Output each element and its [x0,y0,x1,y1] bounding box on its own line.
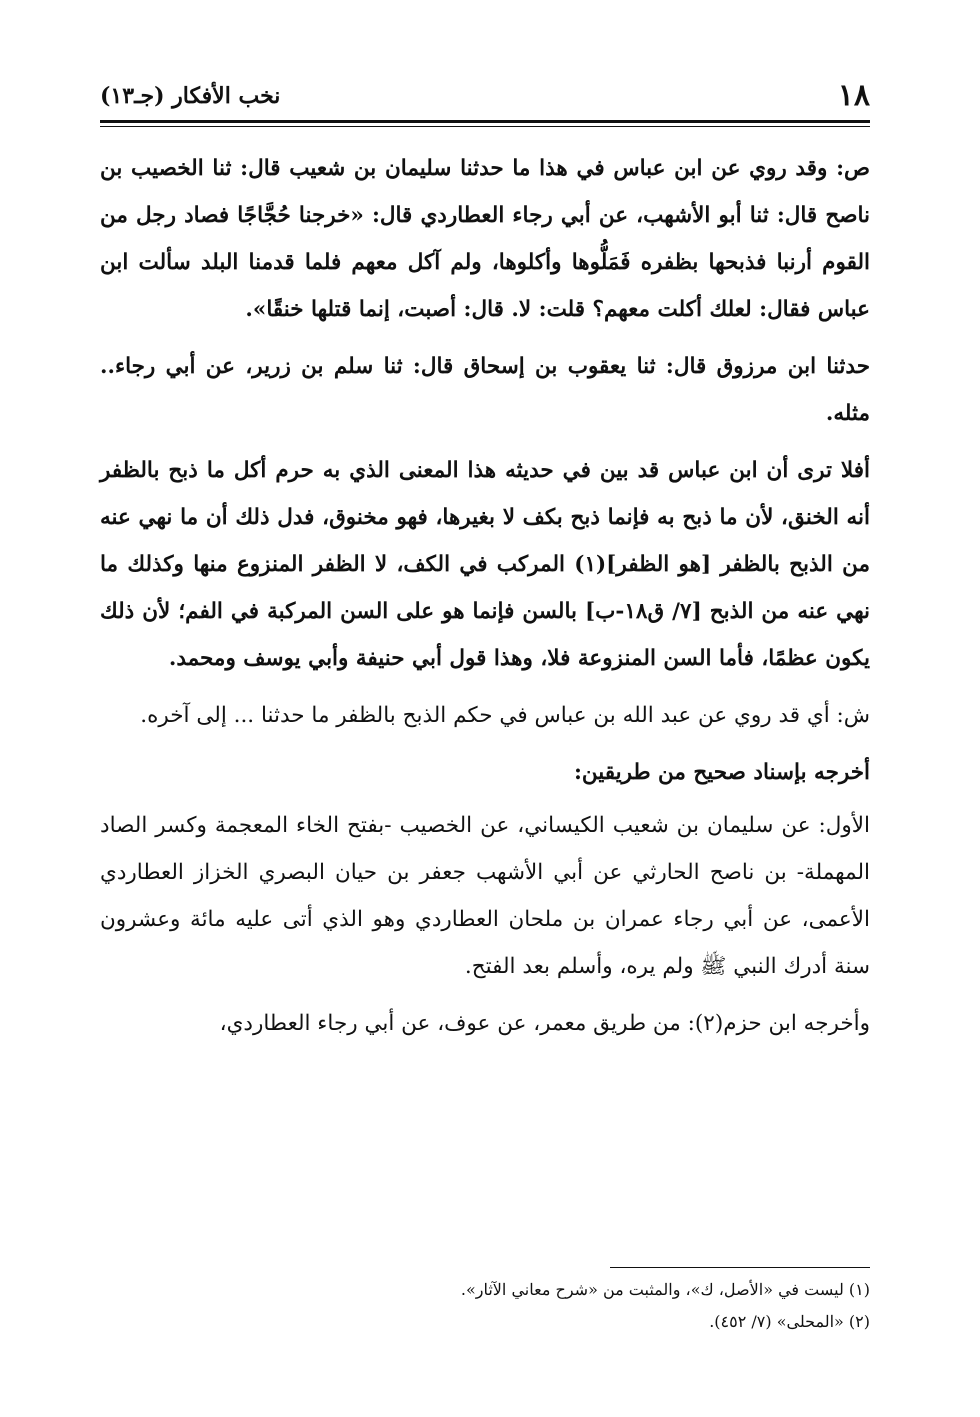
paragraph-shin: ش: أي قد روي عن عبد الله بن عباس في حكم الذبح بالظفر ما حدثنا ... إلى آخره. [140,703,870,728]
paragraph-sad: ص: وقد روي عن ابن عباس في هذا ما حدثنا سليمان بن شعيب قال: ثنا الخصيب بن ناصح قال: ثنا أبو الأشهب، عن أبي رجاء العطاردي قال: «خرجنا حُجَّاجًا فصاد رجل من القوم أرنبا فذبحها بظفره فَمَلُّوها وأكلوها، ولم آكل معهم فلما قدمنا البلد سألت ابن عباس فقال: لعلك أكلت معهم؟ قلت: لا. قال: أصبت، إنما قتلها خنقًا». [100,156,870,322]
document-page [100,78,870,1338]
paragraph-ibn-marzuq: حدثنا ابن مرزوق قال: ثنا يعقوب بن إسحاق قال: ثنا سلم بن زرير، عن أبي رجاء.. مثله. [100,354,870,426]
page-header [100,78,870,114]
body-text [100,145,870,1047]
running-title: نخب الأفكار (جـ١٣) [100,83,281,109]
paragraph-al-awwal: الأول: عن سليمان بن شعيب الكيساني، عن الخصيب -بفتح الخاء المعجمة وكسر الصاد المهملة- بن ناصح الحارثي عن أبي الأشهب جعفر بن حيان البصري الخزاز العطاردي الأعمى، عن أبي رجاء عمران بن ملحان العطاردي وهو الذي أتى عليه مائة وعشرون سنة أدرك النبي ﷺ ولم يره، وأسلم بعد الفتح. [100,813,870,979]
page-number: ١٨ [837,78,870,113]
footnote-1: (١) ليست في «الأصل، ك»، والمثبت من «شرح معاني الآثار». [460,1280,870,1299]
footnotes [100,1267,870,1338]
paragraph-akhrajahu: أخرجه بإسناد صحيح من طريقين: [573,760,870,785]
footnote-2: (٢) «المحلى» (٧/ ٤٥٢). [709,1312,870,1331]
paragraph-afala: أفلا ترى أن ابن عباس قد بين في حديثه هذا المعنى الذي به حرم أكل ما ذبح بالظفر أنه الخنق، لأن ما ذبح به فإنما ذبح بكف لا بغيرها، فهو مخنوق، فدل ذلك أن ما نهي عنه من الذبح بالظفر [هو الظفر](١) المركب في الكف، لا الظفر المنزوع منها وكذلك ما نهي عنه من الذبح [٧/ ق١٨-ب] بالسن فإنما هو على السن المركبة في الفم؛ لأن ذلك يكون عظمًا، فأما السن المنزوعة فلا، وهذا قول أبي حنيفة وأبي يوسف ومحمد. [100,458,870,671]
footnote-rule [610,1267,870,1268]
paragraph-ibn-hazm: وأخرجه ابن حزم(٢): من طريق معمر، عن عوف، عن أبي رجاء العطاردي، [219,1011,870,1036]
header-rule [100,120,870,127]
